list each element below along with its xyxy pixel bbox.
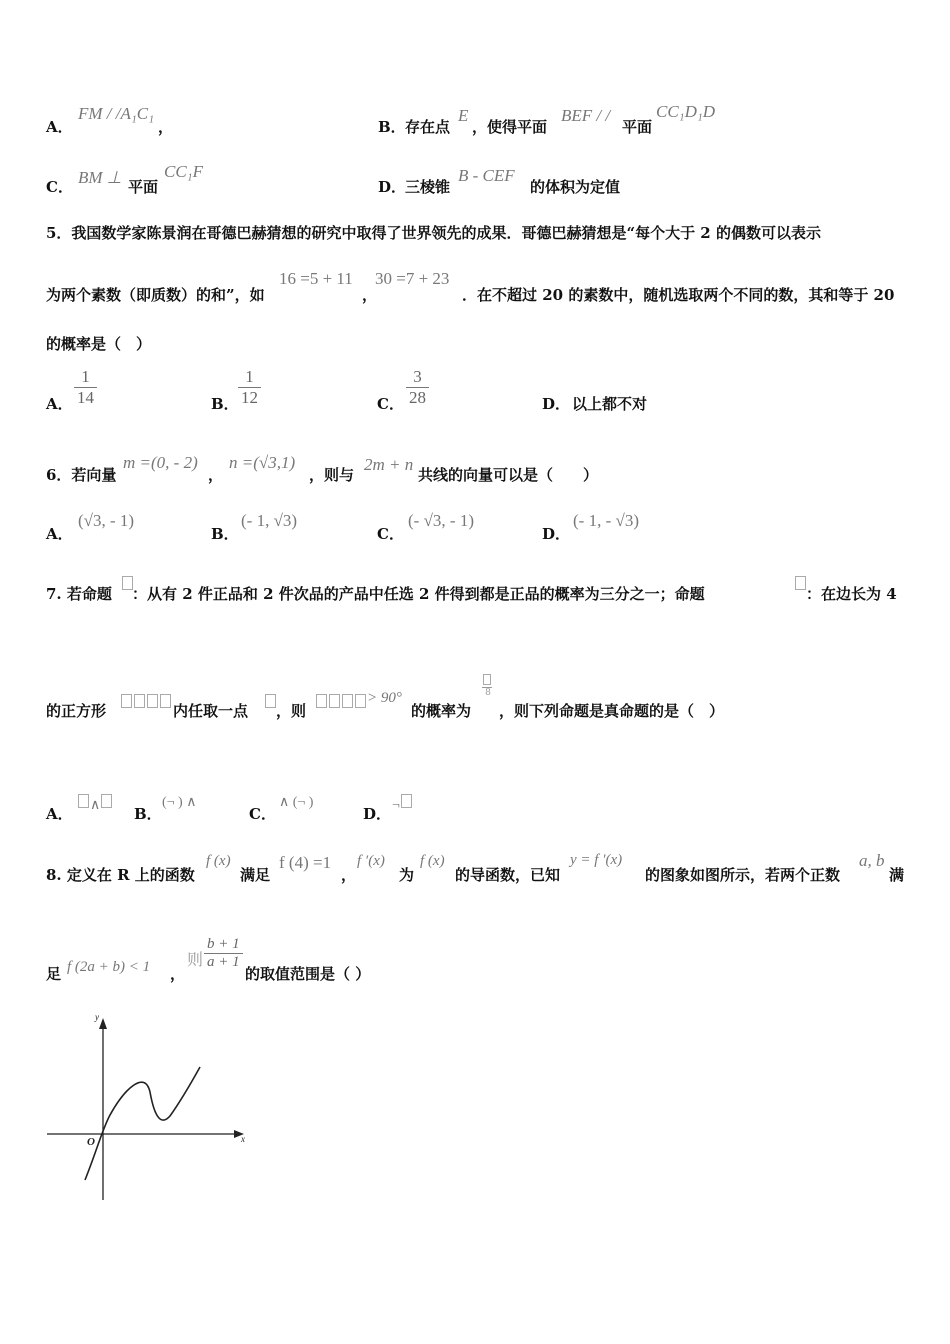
q6-vector-n: n =(√3,1): [229, 453, 296, 472]
q5-eq1: 16 =5 + 11: [279, 269, 353, 288]
q8-text-e: 的图象如图所示，若两个正数: [645, 866, 841, 884]
q5-comma: ，: [362, 286, 378, 304]
q7-option-c-value: ∧ (¬ ): [279, 795, 314, 810]
q7-point-placeholder: [265, 694, 276, 708]
q5-option-c-den: 28: [406, 387, 429, 408]
q8-text-h: 的取值范围是（ ）: [245, 965, 371, 983]
q8-text-c: 为: [399, 866, 415, 884]
q5-line2a: 为两个素数（即质数）的和”，如: [46, 286, 265, 304]
q6-option-a-value: (√3, - 1): [78, 511, 135, 530]
q5-option-b-fraction: [238, 367, 261, 408]
q7-placeholder-q: [795, 576, 806, 590]
q4-option-c-text1: 平面: [128, 178, 159, 196]
q5-option-a-label: A．: [46, 395, 73, 413]
q7-line1-tail: ：在边长为 4: [806, 585, 897, 603]
q4-option-a-tail: ，: [158, 118, 174, 136]
q6-option-d-value: (- 1, - √3): [573, 511, 639, 530]
q7-line2-mid1: 内任取一点: [173, 702, 249, 720]
q7-option-a-label: A．: [46, 805, 73, 823]
q8-ratio-fraction: [204, 936, 243, 971]
q6-option-b-value: (- 1, √3): [241, 511, 298, 530]
q4-option-b-text3: 平面: [622, 118, 653, 136]
q8-fx2: f (x): [420, 853, 445, 869]
q4-option-b-text2: ，使得平面: [472, 118, 548, 136]
q4-option-a-label: A．: [46, 118, 73, 136]
q5-option-c-label: C．: [377, 395, 404, 413]
q7-option-d-label: D．: [363, 805, 392, 823]
q7-line1: ：从有 2 件正品和 2 件次品的产品中任选 2 件得到都是正品的概率为三分之一；命题: [132, 585, 705, 603]
q7-option-b-value: (¬ ) ∧: [162, 795, 197, 810]
q8-fx: f (x): [206, 853, 231, 869]
q7-option-a-op: ∧: [90, 798, 101, 813]
origin-label: O: [87, 1136, 95, 1148]
q8-y-fprime: y = f ′(x): [570, 852, 623, 868]
q5-option-b-den: 12: [238, 387, 261, 408]
q5-option-c-fraction: [406, 367, 429, 408]
q4-option-b-math2: BEF / /: [561, 106, 611, 125]
q5-option-a-num: 1: [81, 367, 90, 386]
q7-square-placeholder: [120, 694, 172, 713]
derivative-graph: [40, 1010, 260, 1210]
q7-line2-mid2: ，则: [276, 702, 307, 720]
q8-ratio-num: b + 1: [207, 936, 240, 952]
q7-option-c-label: C．: [249, 805, 276, 823]
q8-comma2: ，: [170, 965, 186, 983]
q4-option-c-label: C．: [46, 178, 73, 196]
q5-option-a-den: 14: [74, 387, 97, 408]
q4-option-b-math1: E: [458, 106, 469, 125]
y-axis-label: y: [95, 1012, 99, 1022]
q7-line2-start: 的正方形: [46, 702, 107, 720]
q5-option-b-num: 1: [245, 367, 254, 386]
q8-comma: ，: [341, 866, 357, 884]
q5-line1: 5．我国数学家陈景润在哥德巴赫猜想的研究中取得了世界领先的成果．哥德巴赫猜想是“每个大于 2 的偶数可以表示: [46, 224, 821, 242]
q8-text-d: 的导函数，已知: [455, 866, 561, 884]
q5-option-a-fraction: [74, 367, 97, 408]
q5-option-d-text: 以上都不对: [572, 395, 648, 413]
q8-text-g: 足: [46, 965, 62, 983]
q7-option-a-value: [77, 794, 113, 814]
q5-eq2: 30 =7 + 23: [375, 269, 450, 288]
q8-f4: f (4) =1: [279, 853, 332, 872]
q4-option-d-text2: 的体积为定值: [530, 178, 621, 196]
q6-option-c-label: C．: [377, 525, 404, 543]
q6-mid: ，则与: [309, 466, 355, 484]
derivative-curve: [85, 1067, 200, 1180]
q8-fprime: f ′(x): [357, 853, 385, 869]
q4-option-a-math: FM / /A₁C₁: [78, 104, 155, 123]
q8-prefix: 8. 定义在 R 上的函数: [46, 866, 195, 884]
q7-option-d-value: [392, 794, 413, 814]
q6-option-a-label: A．: [46, 525, 73, 543]
q7-angle-value: > 90°: [367, 690, 402, 706]
q4-option-b-math3: CC₁D₁D: [656, 102, 716, 121]
q4-option-d-text1: 三棱锥: [405, 178, 451, 196]
q5-line3: 的概率是（ ）: [46, 335, 152, 353]
q4-option-c-math2: CC₁F: [164, 162, 203, 181]
x-axis-label: x: [241, 1134, 245, 1144]
q6-expression: 2m + n: [364, 455, 414, 474]
q8-ratio-den: a + 1: [204, 953, 243, 971]
q4-option-d-math1: B - CEF: [458, 166, 515, 185]
q5-option-c-num: 3: [413, 367, 422, 386]
q4-option-b-text1: 存在点: [405, 118, 451, 136]
q6-option-d-label: D．: [542, 525, 571, 543]
q5-option-b-label: B．: [211, 395, 239, 413]
q6-vector-m: m =(0, - 2): [123, 453, 198, 472]
q5-option-d-label: D．: [542, 395, 571, 413]
q4-option-b-label: B．: [378, 118, 406, 136]
q7-angle-placeholder: [315, 694, 367, 713]
q5-line2b: ．在不超过 20 的素数中，随机选取两个不同的数，其和等于 20: [462, 286, 895, 304]
q6-option-c-value: (- √3, - 1): [408, 511, 474, 530]
q6-comma: ，: [208, 466, 224, 484]
q7-line2-mid3: 的概率为: [411, 702, 472, 720]
q6-option-b-label: B．: [211, 525, 239, 543]
q8-text-f: 满: [889, 866, 905, 884]
q8-ze: 则: [187, 952, 204, 969]
q7-option-b-label: B．: [134, 805, 162, 823]
q7-prob-fraction: 8: [482, 674, 494, 698]
q4-option-d-label: D．: [378, 178, 407, 196]
q4-option-c-math1: BM ⊥: [78, 168, 122, 187]
q6-suffix: 共线的向量可以是（ ）: [418, 466, 599, 484]
q8-condition: f (2a + b) < 1: [67, 959, 151, 975]
y-axis-arrow: [99, 1018, 107, 1029]
q6-prefix: 6．若向量: [46, 466, 117, 484]
q8-ab: a, b: [859, 851, 885, 870]
q7-option-d-op: ¬: [392, 798, 400, 813]
q7-prefix: 7. 若命题: [46, 585, 112, 603]
q7-line2-tail: ，则下列命题是真命题的是（ ）: [499, 702, 725, 720]
q8-text-b: 满足: [240, 866, 271, 884]
